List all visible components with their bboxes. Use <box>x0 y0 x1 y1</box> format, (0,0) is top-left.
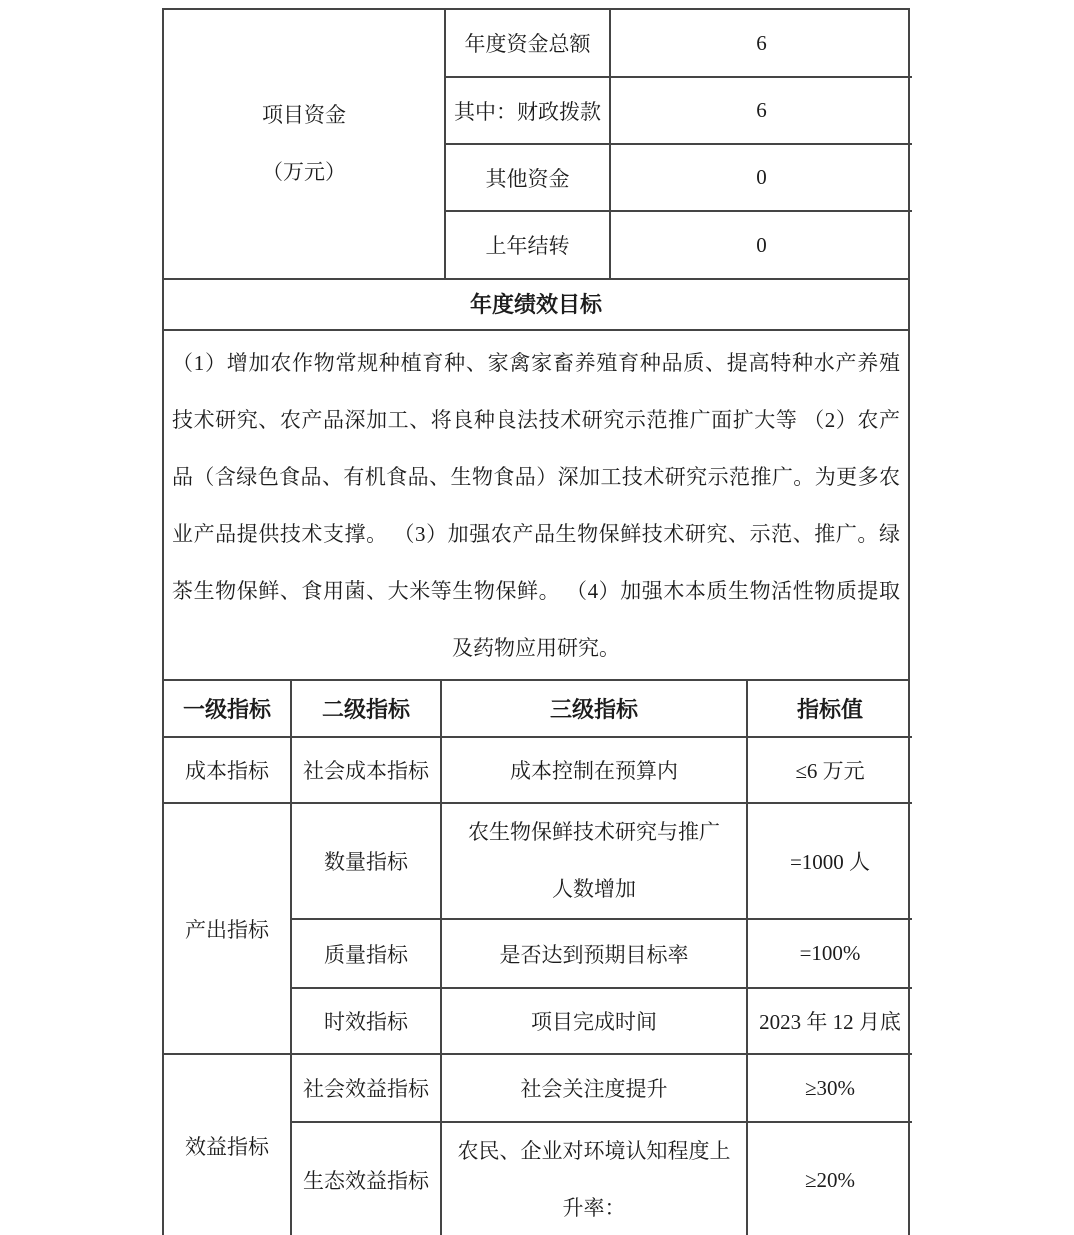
indicator-value: ≥30% <box>747 1054 912 1122</box>
indicator-header-level3: 三级指标 <box>441 681 747 737</box>
indicator-level2: 数量指标 <box>291 803 441 919</box>
goal-line: 技术研究、农产品深加工、将良种良法技术研究示范推广面扩大等 （2）农产 <box>172 408 900 432</box>
goal-line: 及药物应用研究。 <box>452 636 620 660</box>
indicator-level3-line: 农民、企业对环境认知程度上 <box>457 1139 731 1163</box>
funds-row-label: 年度资金总额 <box>445 10 610 77</box>
indicator-header-level1: 一级指标 <box>164 681 291 737</box>
indicator-level3: 项目完成时间 <box>441 988 747 1054</box>
indicator-level2: 时效指标 <box>291 988 441 1054</box>
indicator-level2: 生态效益指标 <box>291 1122 441 1235</box>
indicator-level3-line: 升率： <box>562 1196 626 1220</box>
indicator-level3 <box>441 803 747 919</box>
indicator-value: =1000 人 <box>747 803 912 919</box>
goal-line: （1）增加农作物常规种植育种、家禽家畜养殖育种品质、提高特种水产养殖 <box>172 351 900 375</box>
performance-target-table <box>162 8 910 1235</box>
indicator-level3: 是否达到预期目标率 <box>441 919 747 988</box>
goal-line: 品（含绿色食品、有机食品、生物食品）深加工技术研究示范推广。为更多农 <box>172 465 900 489</box>
indicator-level3 <box>441 1122 747 1235</box>
indicator-header-value: 指标值 <box>747 681 912 737</box>
funds-row-value: 6 <box>610 77 912 144</box>
project-funds-table <box>164 10 912 278</box>
goal-line: 业产品提供技术支撑。 （3）加强农产品生物保鲜技术研究、示范、推广。绿 <box>172 522 900 546</box>
indicator-value: =100% <box>747 919 912 988</box>
funds-row-value: 0 <box>610 144 912 211</box>
funds-group-label: 项目资金 <box>262 103 346 127</box>
indicator-header-level2: 二级指标 <box>291 681 441 737</box>
funds-row-label: 上年结转 <box>445 211 610 278</box>
funds-group-label-cell <box>164 10 445 278</box>
funds-group-unit: （万元） <box>262 160 346 184</box>
indicator-level1-output: 产出指标 <box>164 803 291 1054</box>
indicator-level3-line: 农生物保鲜技术研究与推广 <box>468 820 720 844</box>
indicator-level1-benefit: 效益指标 <box>164 1054 291 1235</box>
indicator-value: 2023 年 12 月底 <box>747 988 912 1054</box>
indicator-table <box>164 681 912 1235</box>
indicator-level3: 社会关注度提升 <box>441 1054 747 1122</box>
indicator-level2: 社会效益指标 <box>291 1054 441 1122</box>
indicator-value: ≥20% <box>747 1122 912 1235</box>
indicator-value: ≤6 万元 <box>747 737 912 803</box>
funds-row-value: 0 <box>610 211 912 278</box>
indicator-level3: 成本控制在预算内 <box>441 737 747 803</box>
funds-row-label: 其他资金 <box>445 144 610 211</box>
indicator-level1-cost: 成本指标 <box>164 737 291 803</box>
funds-row-value: 6 <box>610 10 912 77</box>
funds-row-label: 其中：财政拨款 <box>445 77 610 144</box>
indicator-level2: 社会成本指标 <box>291 737 441 803</box>
goal-section-title: 年度绩效目标 <box>164 278 908 331</box>
goal-line: 茶生物保鲜、食用菌、大米等生物保鲜。 （4）加强木本质生物活性物质提取 <box>172 579 900 603</box>
indicator-level3-line: 人数增加 <box>552 877 636 901</box>
goal-description <box>164 331 908 681</box>
indicator-level2: 质量指标 <box>291 919 441 988</box>
